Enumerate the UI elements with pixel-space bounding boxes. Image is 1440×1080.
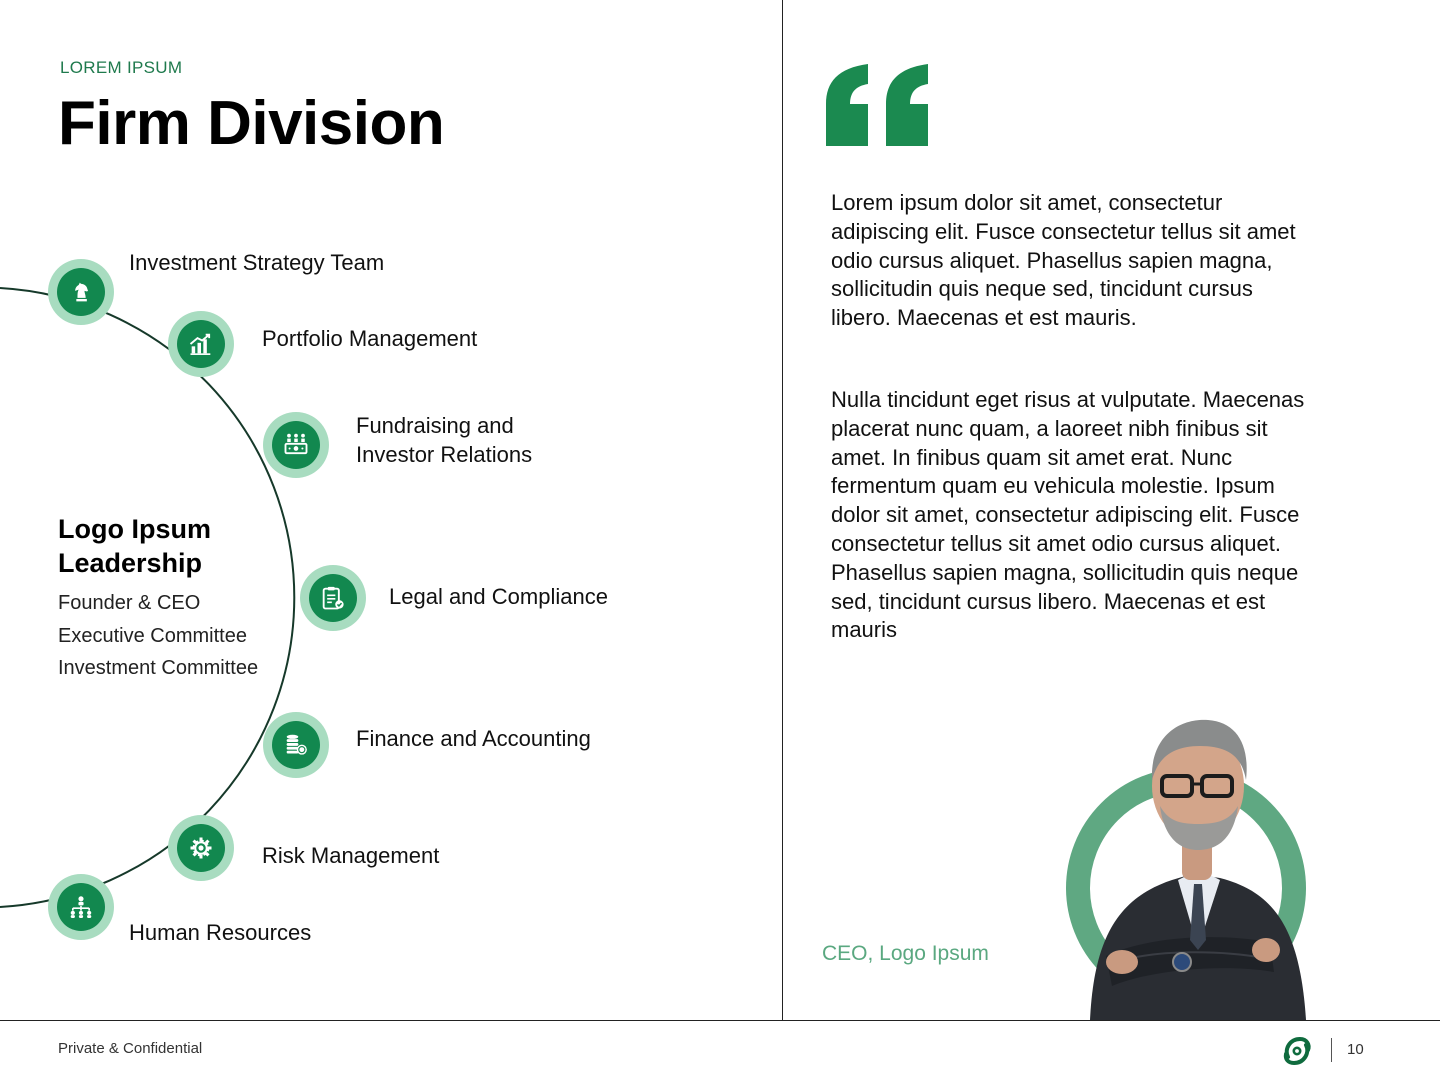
- leadership-role: Founder & CEO: [58, 592, 201, 614]
- division-label: Legal and Compliance: [389, 584, 608, 609]
- quote-paragraph-1: Lorem ipsum dolor sit amet, consectetur adipiscing elit. Fusce consectetur tellus sit amet odio cursus aliquet. Phasellus sapien magna, sollicitudin quis neque sed, tincidunt cursus libero. Maecenas et est mauris.: [831, 190, 1296, 331]
- division-label: Human Resources: [129, 920, 312, 945]
- leadership-role: Executive Committee: [58, 625, 247, 647]
- node-human-resources: [48, 874, 114, 940]
- leadership-title: [58, 512, 211, 580]
- brand-logo-icon: [1282, 1035, 1312, 1067]
- node-fundraising: [263, 412, 329, 478]
- node-finance-accounting: [263, 712, 329, 778]
- division-label: Finance and Accounting: [356, 726, 591, 751]
- growth-chart-icon: [187, 330, 215, 358]
- division-label-line1: Fundraising and: [356, 413, 514, 438]
- node-legal-compliance: [300, 565, 366, 631]
- vertical-divider: [782, 0, 783, 1020]
- chess-knight-icon: [67, 278, 95, 306]
- investors-money-icon: [282, 431, 310, 459]
- org-chart-icon: [67, 893, 95, 921]
- gear-icon: [187, 834, 215, 862]
- leadership-title-line2: Leadership: [58, 548, 203, 578]
- division-label: Portfolio Management: [262, 326, 478, 351]
- leadership-title-line1: Logo Ipsum: [58, 514, 211, 544]
- eyebrow-label: LOREM IPSUM: [60, 58, 183, 77]
- footer-separator: [1331, 1038, 1332, 1062]
- confidential-label: Private & Confidential: [58, 1040, 203, 1057]
- quote-mark-icon: [826, 62, 932, 148]
- ceo-attribution: CEO, Logo Ipsum: [822, 942, 989, 965]
- footer-divider: [0, 1020, 1440, 1021]
- division-label: Investment Strategy Team: [129, 250, 385, 275]
- clipboard-check-icon: [319, 584, 347, 612]
- node-investment-strategy: [48, 259, 114, 325]
- leadership-role: Investment Committee: [58, 657, 259, 679]
- coins-stack-icon: [282, 731, 310, 759]
- page-title: Firm Division: [58, 89, 445, 158]
- division-label-line2: Investor Relations: [356, 442, 533, 467]
- node-portfolio-management: [168, 311, 234, 377]
- node-risk-management: [168, 815, 234, 881]
- ceo-portrait: [1060, 688, 1320, 1020]
- page-number: 10: [1347, 1041, 1364, 1058]
- quote-paragraph-2: Nulla tincidunt eget risus at vulputate. Maecenas placerat nunc quam, a laoreet nibh finibus sit amet. In finibus quam sit amet erat. Nunc fermentum quam eu vehicula molestie. Ipsum dolor sit amet, consectetur adipiscing elit. Fusce consectetur tellus sit amet odio cursus aliquet. Phasellus sapien magna, sollicitudin quis neque sed, tincidunt cursus libero. Maecenas et est mauris: [831, 387, 1305, 643]
- division-label: Risk Management: [262, 843, 440, 868]
